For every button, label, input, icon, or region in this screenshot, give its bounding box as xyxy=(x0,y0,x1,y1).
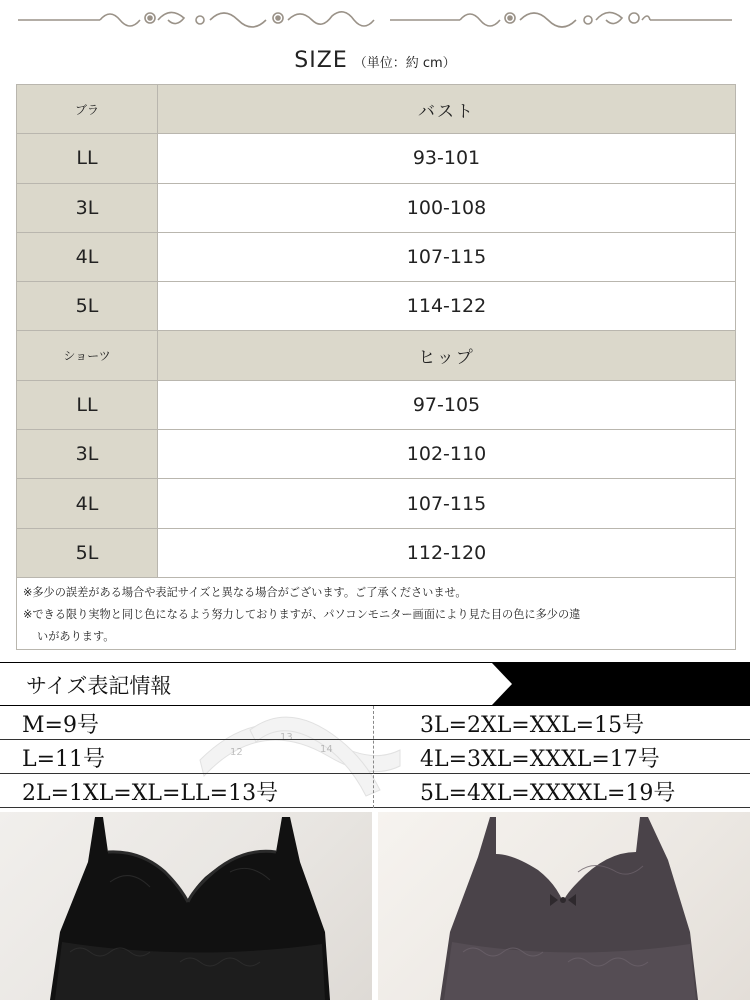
conversion-right: 3L=2XL=XXL=15号 xyxy=(420,713,645,738)
size-cell: LL xyxy=(17,134,158,183)
shorts-label: ショーツ xyxy=(17,331,158,380)
notes-box xyxy=(16,578,736,650)
note-line: いがあります。 xyxy=(37,630,115,643)
note-line: ※できる限り実物と同じ色になるよう努力しておりますが、パソコンモニター画面により見た目の色に多少の違 xyxy=(23,608,581,621)
table-row xyxy=(17,232,736,281)
bust-header: バスト xyxy=(158,85,736,134)
size-cell: 4L xyxy=(17,479,158,528)
size-conversion-grid xyxy=(0,706,750,808)
table-row xyxy=(17,479,736,528)
value-cell: 114-122 xyxy=(158,282,736,331)
conversion-left: L=11号 xyxy=(22,747,106,772)
table-row xyxy=(17,134,736,183)
value-cell: 112-120 xyxy=(158,528,736,577)
size-cell: 5L xyxy=(17,282,158,331)
table-row xyxy=(17,528,736,577)
svg-text:14: 14 xyxy=(320,744,333,755)
value-cell: 93-101 xyxy=(158,134,736,183)
note-line: ※多少の誤差がある場合や表記サイズと異なる場合がございます。ご了承くださいませ。 xyxy=(23,586,467,599)
ornament-border xyxy=(0,0,750,38)
hip-header: ヒップ xyxy=(158,331,736,380)
table-row xyxy=(17,380,736,429)
conversion-right: 4L=3XL=XXXL=17号 xyxy=(420,747,660,772)
value-cell: 107-115 xyxy=(158,232,736,281)
value-cell: 102-110 xyxy=(158,430,736,479)
conversion-right: 5L=4XL=XXXXL=19号 xyxy=(420,781,676,806)
bra-header-row xyxy=(17,85,736,134)
svg-text:13: 13 xyxy=(280,732,293,743)
bra-label: ブラ xyxy=(17,85,158,134)
size-cell: 3L xyxy=(17,183,158,232)
value-cell: 100-108 xyxy=(158,183,736,232)
table-row xyxy=(17,282,736,331)
size-title-main: SIZE xyxy=(294,48,348,73)
size-title-unit: （単位：約 cm） xyxy=(353,56,456,71)
value-cell: 97-105 xyxy=(158,380,736,429)
conversion-left: 2L=1XL=XL=LL=13号 xyxy=(22,781,279,806)
size-cell: LL xyxy=(17,380,158,429)
shorts-header-row xyxy=(17,331,736,380)
size-title xyxy=(0,48,750,73)
grey-bralette-image xyxy=(378,812,750,1000)
size-cell: 4L xyxy=(17,232,158,281)
table-row xyxy=(17,183,736,232)
size-info-title: サイズ表記情報 xyxy=(26,674,172,698)
conversion-row xyxy=(0,740,750,774)
size-cell: 3L xyxy=(17,430,158,479)
product-photo-black xyxy=(0,812,372,1000)
svg-text:12: 12 xyxy=(230,747,243,758)
size-cell: 5L xyxy=(17,528,158,577)
value-cell: 107-115 xyxy=(158,479,736,528)
conversion-row xyxy=(0,706,750,740)
conversion-left: M=9号 xyxy=(22,713,99,738)
column-divider xyxy=(373,706,374,808)
black-bralette-image xyxy=(0,812,372,1000)
conversion-row xyxy=(0,774,750,808)
size-table xyxy=(16,84,736,578)
table-row xyxy=(17,430,736,479)
product-photo-grey xyxy=(378,812,750,1000)
